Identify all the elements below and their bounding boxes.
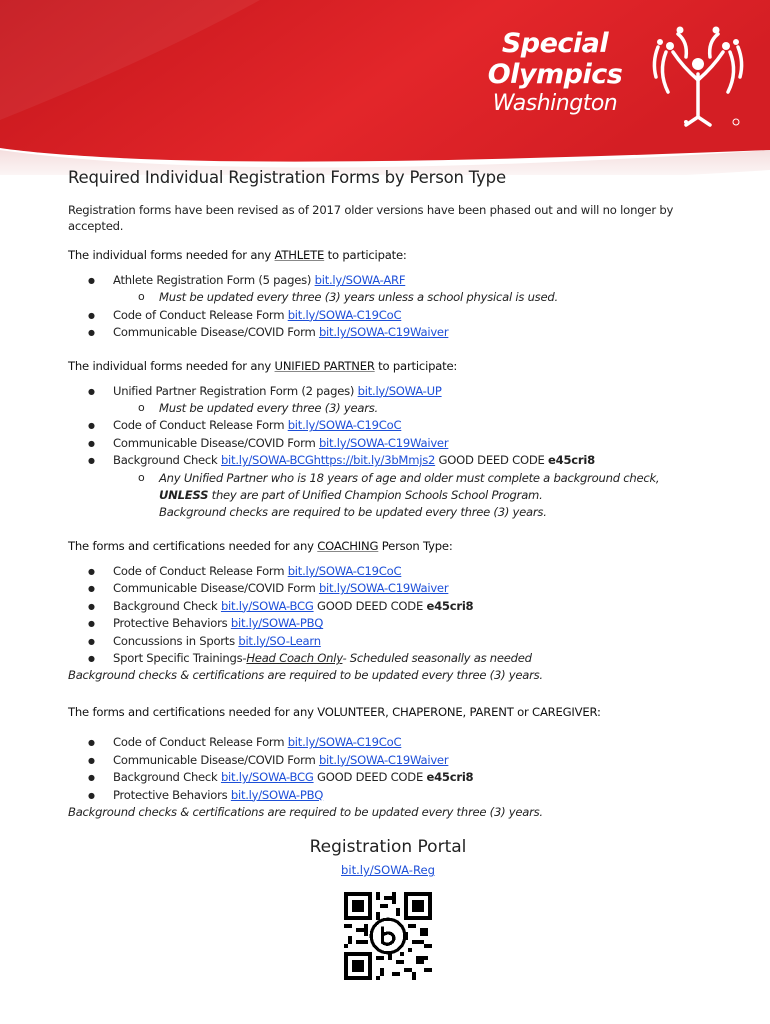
coaching-forms-list	[68, 563, 708, 667]
list-item: ● Communicable Disease/COVID Form bit.ly/SOWA-C19Waiver	[68, 324, 708, 341]
background-check-link[interactable]: bit.ly/SOWA-BCG	[220, 598, 314, 613]
list-subitem: o Any Unified Partner who is 18 years of age and older must complete a background check,	[68, 470, 708, 487]
concussions-link[interactable]: bit.ly/SO-Learn	[238, 633, 321, 648]
document-body	[68, 168, 708, 980]
unified-partner-heading: The individual forms needed for any UNIFIED PARTNER to participate:	[68, 358, 458, 373]
list-item: ● Code of Conduct Release Form bit.ly/SOWA-C19CoC	[68, 307, 708, 324]
protective-behaviors-link[interactable]: bit.ly/SOWA-PBQ	[230, 787, 324, 802]
list-item: ● Unified Partner Registration Form (2 pages) bit.ly/SOWA-UP	[68, 383, 708, 400]
covid-waiver-link[interactable]: bit.ly/SOWA-C19Waiver	[318, 752, 449, 767]
list-item: ● Protective Behaviors bit.ly/SOWA-PBQ	[68, 615, 708, 632]
list-item: ● Communicable Disease/COVID Form bit.ly/SOWA-C19Waiver	[68, 435, 708, 452]
athlete-forms-list	[68, 272, 708, 342]
background-check-link[interactable]: bit.ly/SOWA-BCG	[220, 770, 314, 785]
list-subitem-continuation: UNLESS they are part of Unified Champion Schools School Program.	[159, 488, 543, 503]
volunteer-heading: The forms and certifications needed for any VOLUNTEER, CHAPERONE, PARENT or CAREGIVER:	[68, 705, 601, 720]
portal-title: Registration Portal	[309, 836, 467, 857]
athlete-registration-link[interactable]: bit.ly/SOWA-ARF	[314, 273, 406, 287]
unified-registration-link[interactable]: bit.ly/SOWA-UP	[357, 383, 442, 398]
coaching-note: Background checks & certifications are required to be updated every three (3) years.	[68, 668, 543, 683]
code-of-conduct-link[interactable]: bit.ly/SOWA-C19CoC	[287, 735, 402, 750]
page-title: Required Individual Registration Forms by Person Type	[68, 168, 506, 187]
qr-code-icon[interactable]	[344, 892, 432, 980]
list-item: ● Communicable Disease/COVID Form bit.ly/SOWA-C19Waiver	[68, 752, 708, 769]
list-item: ● Code of Conduct Release Form bit.ly/SOWA-C19CoC	[68, 734, 708, 751]
list-item: ● Background Check bit.ly/SOWA-BCG GOOD DEED CODE e45cri8	[68, 769, 708, 786]
brand-wordmark	[470, 28, 640, 118]
volunteer-forms-list	[68, 734, 708, 804]
list-item: ● Concussions in Sports bit.ly/SO-Learn	[68, 633, 708, 650]
portal-link[interactable]: bit.ly/SOWA-Reg	[340, 862, 435, 877]
list-item: ● Code of Conduct Release Form bit.ly/SOWA-C19CoC	[68, 417, 708, 434]
list-item: ● Protective Behaviors bit.ly/SOWA-PBQ	[68, 787, 708, 804]
unified-forms-list	[68, 383, 708, 522]
list-item: ● Sport Specific Trainings-Head Coach Only- Scheduled seasonally as needed	[68, 650, 708, 667]
good-deed-code: e45cri8	[426, 770, 474, 785]
coaching-heading: The forms and certifications needed for any COACHING Person Type:	[68, 538, 453, 553]
list-item: ● Athlete Registration Form (5 pages) bit.ly/SOWA-ARF	[68, 272, 708, 289]
brand-line-special: Special	[501, 28, 609, 59]
list-subitem: o Must be updated every three (3) years.	[68, 400, 708, 417]
code-of-conduct-link[interactable]: bit.ly/SOWA-C19CoC	[287, 418, 402, 433]
list-subitem-continuation: Background checks are required to be updated every three (3) years.	[159, 505, 547, 520]
brand-line-washington: Washington	[492, 91, 618, 116]
code-of-conduct-link[interactable]: bit.ly/SOWA-C19CoC	[287, 563, 402, 578]
list-item: ● Background Check bit.ly/SOWA-BCG GOOD DEED CODE e45cri8	[68, 598, 708, 615]
protective-behaviors-link[interactable]: bit.ly/SOWA-PBQ	[230, 616, 324, 631]
code-of-conduct-link[interactable]: bit.ly/SOWA-C19CoC	[287, 307, 402, 322]
list-item: ● Code of Conduct Release Form bit.ly/SOWA-C19CoC	[68, 563, 708, 580]
list-item: ● Communicable Disease/COVID Form bit.ly/SOWA-C19Waiver	[68, 580, 708, 597]
covid-waiver-link[interactable]: bit.ly/SOWA-C19Waiver	[318, 581, 449, 596]
background-check-link[interactable]: bit.ly/SOWA-BCGhttps://bit.ly/3bMmjs2	[220, 453, 436, 468]
list-item: ● Background Check bit.ly/SOWA-BCGhttps://bit.ly/3bMmjs2 GOOD DEED CODE e45cri8	[68, 452, 708, 469]
registration-portal	[68, 837, 708, 980]
special-olympics-logo-icon	[648, 22, 748, 132]
covid-waiver-link[interactable]: bit.ly/SOWA-C19Waiver	[318, 435, 449, 450]
intro-paragraph: Registration forms have been revised as of 2017 older versions have been phased out and will no longer by accepted.	[68, 203, 674, 233]
volunteer-note: Background checks & certifications are required to be updated every three (3) years.	[68, 804, 543, 819]
good-deed-code: e45cri8	[426, 598, 474, 613]
brand-line-olympics: Olympics	[487, 59, 623, 90]
list-subitem: o Must be updated every three (3) years unless a school physical is used.	[68, 289, 708, 306]
good-deed-code: e45cri8	[548, 453, 595, 468]
covid-waiver-link[interactable]: bit.ly/SOWA-C19Waiver	[318, 325, 449, 340]
athlete-heading: The individual forms needed for any ATHLETE to participate:	[68, 248, 407, 262]
